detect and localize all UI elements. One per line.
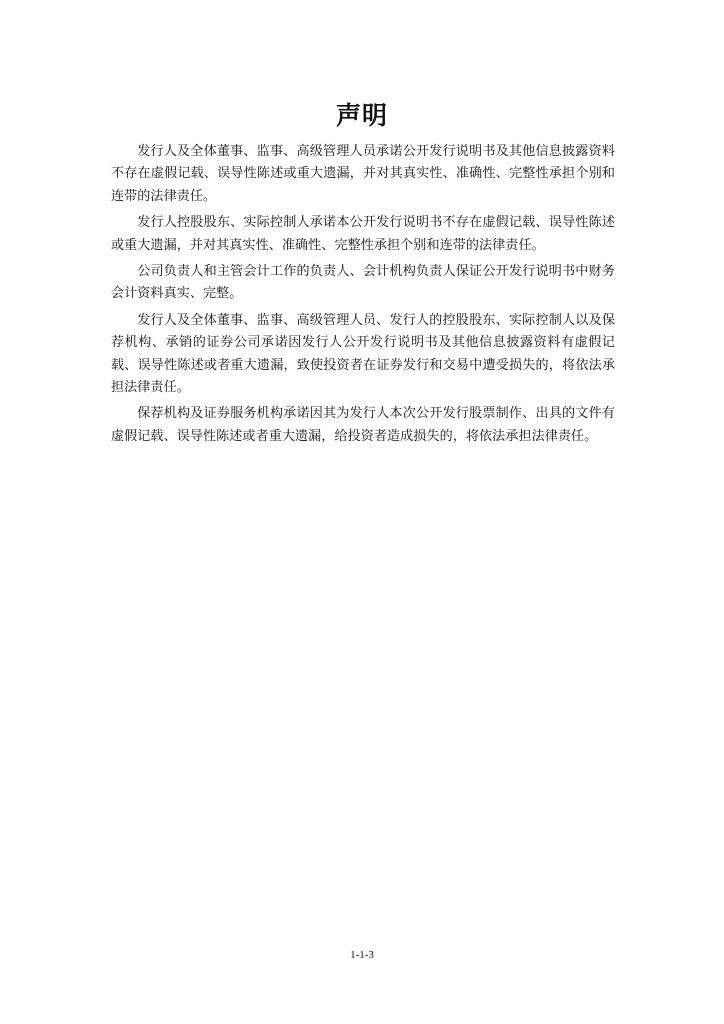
declaration-paragraph-4: 发行人及全体董事、监事、高级管理人员、发行人的控股股东、实际控制人以及保荐机构、承销的证券公司承诺因发行人公开发行说明书及其他信息披露资料有虚假记载、误导性陈述或者重大遗漏，致使投资者在证券发行和交易中遭受损失的，将依法承担法律责任。 <box>111 312 615 396</box>
declaration-paragraph-3: 公司负责人和主管会计工作的负责人、会计机构负责人保证公开发行说明书中财务会计资料真实、完整。 <box>111 264 615 302</box>
declaration-paragraph-2: 发行人控股股东、实际控制人承诺本公开发行说明书不存在虚假记载、误导性陈述或重大遗漏，并对其真实性、准确性、完整性承担个别和连带的法律责任。 <box>111 215 615 253</box>
page-title: 声明 <box>335 101 388 130</box>
declaration-paragraph-1: 发行人及全体董事、监事、高级管理人员承诺公开发行说明书及其他信息披露资料不存在虚假记载、误导性陈述或重大遗漏，并对其真实性、准确性、完整性承担个别和连带的法律责任。 <box>111 144 615 204</box>
declaration-paragraph-5: 保荐机构及证券服务机构承诺因其为发行人本次公开发行股票制作、出具的文件有虚假记载、误导性陈述或者重大遗漏，给投资者造成损失的，将依法承担法律责任。 <box>111 406 615 444</box>
page-number: 1-1-3 <box>350 949 374 961</box>
declaration-body <box>111 141 615 452</box>
